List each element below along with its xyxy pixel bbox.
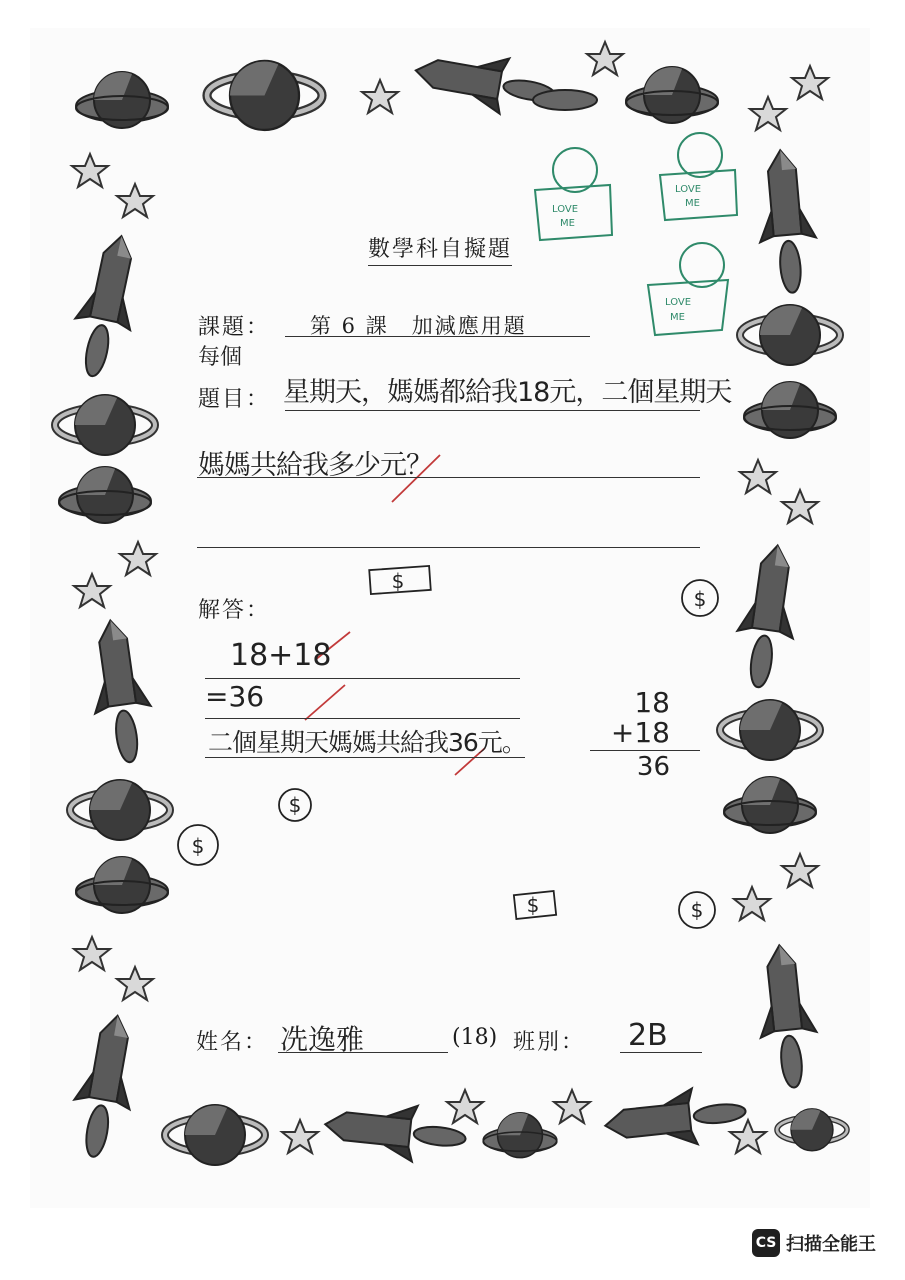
planet-icon: [724, 777, 816, 833]
planet-icon: [483, 1113, 557, 1158]
stamp-text: LOVE: [665, 297, 692, 308]
star-icon: [74, 574, 110, 607]
planet-icon: [59, 467, 151, 523]
question-underline-3: [197, 547, 700, 548]
student-name: 冼逸雅: [280, 1023, 365, 1056]
rocket-icon: [730, 542, 805, 691]
stamp-text: LOVE: [675, 184, 702, 195]
topic-value: 第 6 課 加減應用題: [310, 314, 527, 338]
star-icon: [792, 66, 828, 99]
star-icon: [117, 967, 153, 1000]
rocket-icon: [602, 1083, 748, 1153]
stamp-text: ME: [560, 218, 575, 229]
answer-underline-3: [205, 757, 525, 758]
rocket-icon: [751, 942, 822, 1090]
rocket-icon: [65, 1011, 145, 1162]
star-icon: [72, 154, 108, 187]
planet-icon: [626, 67, 718, 123]
question-underline-1: [285, 410, 700, 411]
rocket-icon: [64, 230, 149, 382]
rocket-icon: [83, 617, 158, 766]
vertical-result: 36: [636, 752, 670, 782]
page-title: 數學科自擬題: [368, 232, 512, 266]
planet-icon: [744, 382, 836, 438]
question-text-line2: 媽媽共給我多少元？: [198, 450, 432, 481]
question-prefix: 每個: [198, 345, 243, 370]
rocket-icon: [322, 1096, 468, 1166]
camscanner-logo-icon: CS: [752, 1229, 780, 1257]
vertical-addend-1: 18: [634, 686, 670, 719]
scanner-watermark: [752, 1229, 876, 1257]
star-icon: [74, 937, 110, 970]
star-icon: [750, 97, 786, 130]
question-underline-2: [197, 477, 700, 478]
class-label: 班別：: [513, 1030, 586, 1055]
topic-label: 課題：: [198, 315, 271, 340]
planet-icon: [76, 72, 168, 128]
star-icon: [782, 854, 818, 887]
star-icon: [730, 1120, 766, 1153]
question-text-line1: 星期天，媽媽都給我18元，二個星期天: [283, 377, 732, 408]
star-icon: [740, 460, 776, 493]
vertical-sum-line: [590, 750, 700, 751]
answer-step-1: 18+18: [230, 638, 332, 673]
answer-step-2: =36: [205, 680, 265, 713]
dollar-sign: $: [693, 587, 707, 611]
star-icon: [282, 1120, 318, 1153]
star-icon: [117, 184, 153, 217]
stamp-text: ME: [685, 198, 700, 209]
ring-planet-icon: [165, 1105, 265, 1165]
disc-icon: [533, 90, 597, 110]
star-icon: [734, 887, 770, 920]
answer-underline-2: [205, 718, 520, 719]
name-label: 姓名：: [196, 1030, 269, 1055]
vertical-addend-2: +18: [610, 716, 670, 749]
ring-planet-icon: [55, 395, 155, 455]
answer-underline-1: [205, 678, 520, 679]
dollar-sign: $: [191, 834, 205, 858]
class-underline: [620, 1052, 702, 1053]
star-icon: [362, 80, 398, 113]
topic-underline: [285, 336, 590, 337]
dollar-sign: $: [526, 893, 540, 917]
scanner-brand: 扫描全能王: [786, 1234, 876, 1255]
planet-icon: [76, 857, 168, 913]
ring-planet-icon: [207, 61, 322, 130]
star-icon: [447, 1090, 483, 1123]
answer-sentence: 二個星期天媽媽共給我36元。: [208, 728, 526, 757]
stamp-text: LOVE: [552, 204, 579, 215]
ring-planet-icon: [720, 700, 820, 760]
rocket-icon: [752, 148, 820, 295]
dollar-sign: $: [690, 898, 704, 922]
cat-stamp-icon: [535, 133, 737, 335]
stamp-text: ME: [670, 312, 685, 323]
star-icon: [554, 1090, 590, 1123]
rocket-icon: [411, 43, 560, 123]
class-value: 2B: [628, 1018, 668, 1053]
dollar-sign: $: [391, 569, 405, 593]
answer-label: 解答：: [198, 598, 271, 623]
ring-planet-icon: [740, 305, 840, 365]
name-underline: [278, 1052, 448, 1053]
dollar-sign: $: [288, 793, 302, 817]
star-icon: [782, 490, 818, 523]
question-label: 題目：: [198, 387, 271, 412]
ring-planet-icon: [70, 780, 170, 840]
star-icon: [120, 542, 156, 575]
star-icon: [587, 42, 623, 75]
ring-planet-icon: [777, 1109, 847, 1151]
student-number: (18): [452, 1025, 498, 1050]
